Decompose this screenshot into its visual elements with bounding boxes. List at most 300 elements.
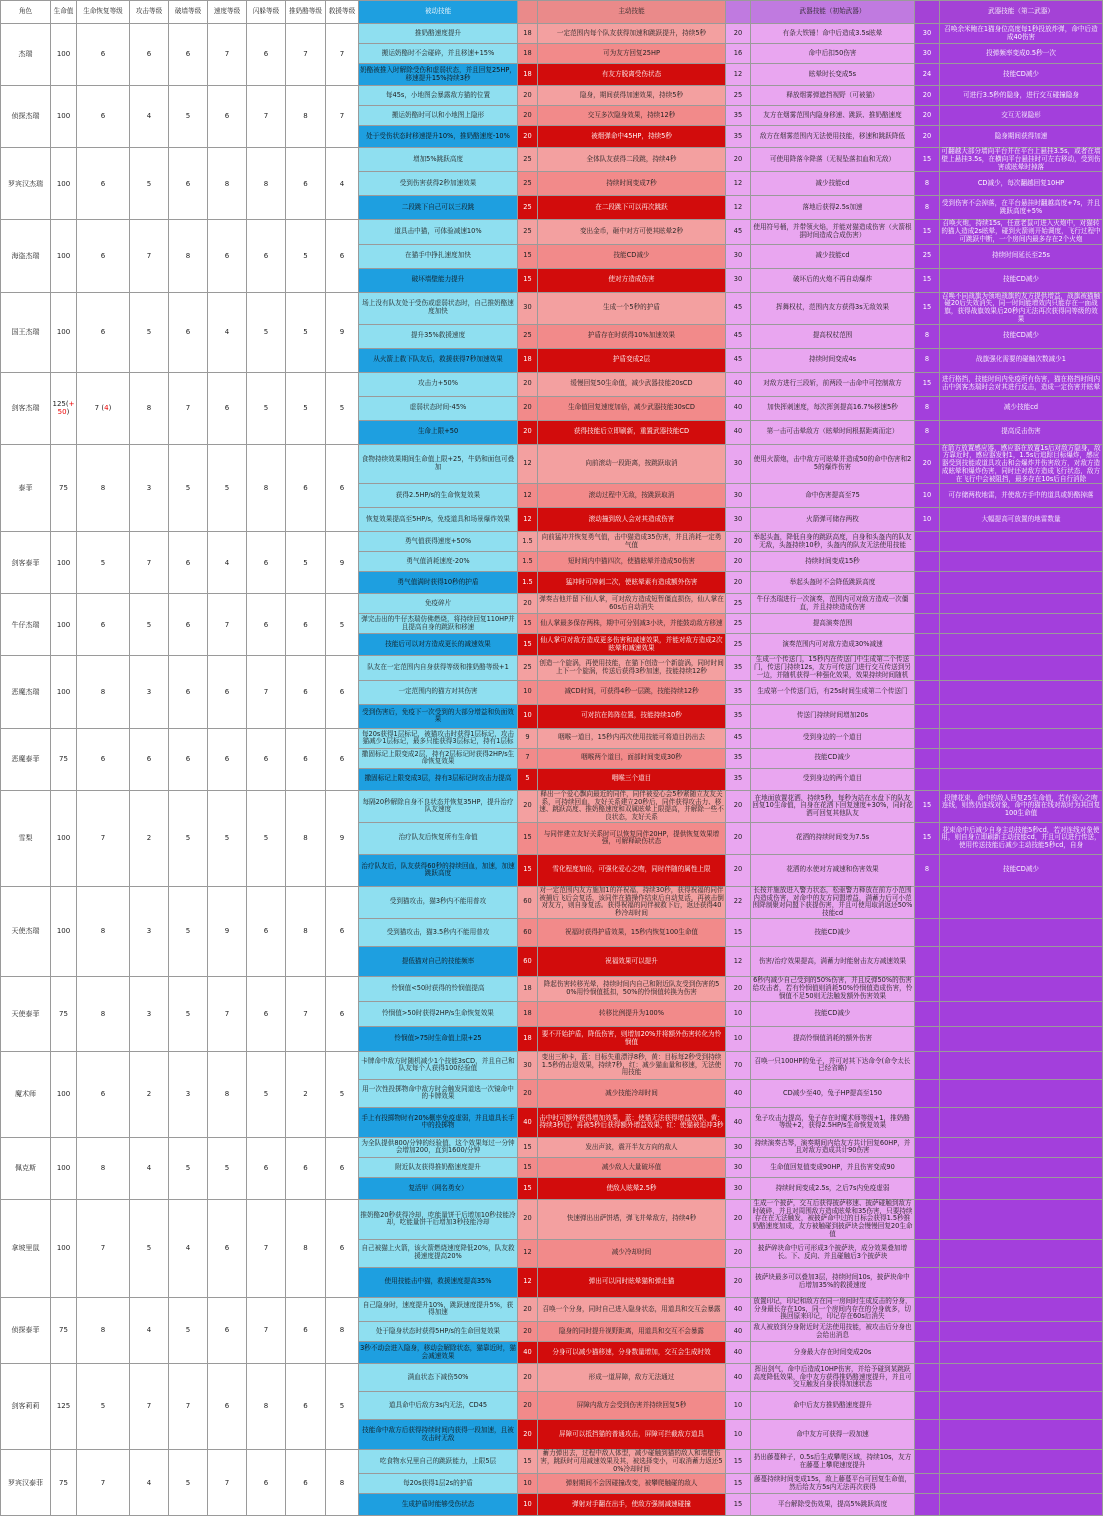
active-skill-cell: 雪化程度加倍，可强化爱心之吻，同时伴随的属性上限	[538, 854, 726, 886]
dodge-level-text: 6	[263, 251, 269, 260]
header-rescue: 救援等级	[326, 1, 359, 24]
wall-level-text: 5	[185, 112, 191, 121]
regen-level-text: 8	[100, 927, 106, 936]
passive-skill-cell: 每45s，小地图会暴露敌方猫的位置	[359, 86, 518, 106]
passive-skill-cell: 增加5%跳跃高度	[359, 148, 518, 172]
weapon2-level-cell: 20	[915, 444, 940, 484]
wall-level-text: 5	[185, 834, 191, 843]
passive-skill-cell: 奶酪被推入时解除受伤和虚弱状态，并且回复25HP，移速提升15%持续3秒	[359, 64, 518, 86]
wall-level	[169, 444, 208, 532]
active-level-cell: 20	[518, 1420, 538, 1450]
passive-skill-cell: 受到伤害获得2秒加速效果	[359, 172, 518, 196]
weapon1-skill-cell: 有条大铁锤！命中后造成3.5s眩晕	[751, 24, 915, 44]
speed-level-text: 6	[224, 251, 230, 260]
weapon2-skill-cell	[940, 728, 1103, 748]
weapon1-skill-cell: 召唤一只100HP的兔子，并可对其下达命令(命令太长已经省略)	[751, 1051, 915, 1079]
active-skill-cell: 屏障可以抵挡猫的普通攻击，屏障可拦截敌方道具	[538, 1420, 726, 1450]
speed-level	[208, 656, 247, 728]
speed-level	[208, 220, 247, 292]
passive-skill-cell: 怜悯值<50时获得的怜悯值提高	[359, 976, 518, 1001]
weapon2-level-cell	[915, 1392, 940, 1420]
weapon1-skill-cell: CD减少至40，兔子HP提高至150	[751, 1079, 915, 1107]
passive-skill-cell: 道具击中猫，可体验减速10%	[359, 220, 518, 244]
wall-level	[169, 1051, 208, 1137]
hp-value	[51, 444, 77, 532]
rescue-level	[326, 728, 359, 790]
dodge-level	[247, 444, 286, 532]
active-level-cell: 15	[518, 1157, 538, 1177]
active-skill-cell: 发出声波，震开半友方向的敌人	[538, 1137, 726, 1157]
active-skill-cell: 隐身的同时提升视野距离，用道具和交互不会暴露	[538, 1322, 726, 1342]
wall-level-text: 3	[185, 1090, 191, 1099]
active-level-cell: 20	[518, 1079, 538, 1107]
cheese-level-text: 5	[303, 328, 308, 336]
weapon1-skill-cell: 6秒内减少自己受到的50%伤害，并且反弹50%的伤害给攻击者，若有怜悯值则消耗50%怜悯值造成伤害，怜悯值不足50则无法触发额外伤害效果	[751, 976, 915, 1001]
weapon2-skill-cell	[940, 1474, 1103, 1494]
passive-skill-cell: 勇气值获得速度+50%	[359, 532, 518, 552]
cheese-level-text: 8	[303, 834, 308, 843]
wall-level-text: 8	[185, 251, 191, 260]
speed-level-text: 4	[224, 328, 230, 336]
passive-skill-cell: 生成护盾时能够受伤状态	[359, 1494, 518, 1516]
weapon2-level-cell	[915, 946, 940, 976]
attack-level	[130, 1297, 169, 1363]
table-row	[1, 444, 1103, 484]
weapon2-level-cell: 15	[915, 268, 940, 292]
weapon2-level-cell: 15	[915, 790, 940, 822]
weapon1-level-cell: 30	[726, 268, 751, 292]
weapon1-skill-cell: 兔子攻击力提高，兔子存在时魔术师等级+1，推奶酪等级+2，获得2.5HP/s生命恢复效果	[751, 1107, 915, 1137]
active-skill-cell: 减少冷却时间	[538, 1239, 726, 1267]
regen-level-text: 6	[100, 755, 106, 764]
weapon2-level-cell: 8	[915, 420, 940, 444]
weapon1-level-cell: 15	[726, 918, 751, 946]
table-row	[1, 1137, 1103, 1157]
hp-value-text: 75	[59, 483, 68, 492]
header-regen: 生命恢复等级	[77, 1, 130, 24]
hp-value-text: 100	[56, 834, 71, 843]
passive-skill-cell: 破坏墙壁能力提升	[359, 268, 518, 292]
character-name-text: 恶魔泰菲	[11, 755, 40, 764]
active-level-cell: 25	[518, 656, 538, 680]
weapon1-skill-cell: 伤害/治疗效果提高，满蓄力时能射击友方减速效果	[751, 946, 915, 976]
wall-level	[169, 656, 208, 728]
weapon1-level-cell: 25	[726, 614, 751, 634]
weapon2-skill-cell	[940, 1494, 1103, 1516]
rescue-level-text: 9	[339, 328, 345, 336]
active-level-cell: 20	[518, 1199, 538, 1239]
attack-level-text: 8	[146, 404, 152, 413]
header-speed: 速度等级	[208, 1, 247, 24]
weapon1-skill-cell: 命中伤害提高至75	[751, 484, 915, 508]
weapon1-level-cell: 20	[726, 532, 751, 552]
active-level-cell: 60	[518, 886, 538, 918]
weapon1-level-cell: 40	[726, 1297, 751, 1321]
regen-level-text: 8	[100, 1164, 106, 1173]
hp-value-text: 100	[56, 558, 71, 567]
attack-level-text: 5	[146, 179, 152, 188]
weapon2-level-cell	[915, 532, 940, 552]
header-weapon1-level	[726, 1, 751, 24]
wall-level-text: 7	[185, 404, 191, 413]
cheese-level-text: 5	[303, 404, 308, 413]
cheese-level-text: 6	[303, 483, 308, 492]
cheese-level	[286, 1199, 326, 1297]
cheese-level	[286, 790, 326, 886]
weapon2-skill-cell: 召唤余米鲍在1猫身位高度每1秒投放炸弹，命中后造成40伤害	[940, 24, 1103, 44]
passive-skill-cell: 推奶酪速度提升	[359, 24, 518, 44]
regen-level-text: 8	[100, 483, 106, 492]
weapon2-level-cell	[915, 552, 940, 572]
rescue-level-text: 6	[339, 755, 345, 764]
active-level-cell: 15	[518, 614, 538, 634]
dodge-level	[247, 1051, 286, 1137]
cheese-level	[286, 1450, 326, 1516]
attack-level	[130, 444, 169, 532]
active-skill-cell: 滚动过程中无敌，按跳跃取消	[538, 484, 726, 508]
character-name	[1, 292, 51, 372]
passive-skill-cell: 攻击力+50%	[359, 372, 518, 396]
header-hp: 生命值	[51, 1, 77, 24]
speed-level	[208, 728, 247, 790]
dodge-level-text: 7	[263, 688, 269, 696]
weapon1-skill-cell: 花洒的持续时间变为7.5s	[751, 822, 915, 854]
weapon1-level-cell: 16	[726, 44, 751, 64]
weapon1-skill-cell: 命中友方可获得一段加速	[751, 1420, 915, 1450]
character-name	[1, 1450, 51, 1516]
active-skill-cell: 交互多次隐身效果，持续12秒	[538, 106, 726, 126]
weapon1-skill-cell: 平台解除受伤效果，提高5%跳跃高度	[751, 1494, 915, 1516]
character-name-text: 侦探泰菲	[11, 1326, 40, 1335]
character-name	[1, 1297, 51, 1363]
active-skill-cell: 可为友方回复25HP	[538, 44, 726, 64]
weapon1-skill-cell: 加快挥刺速度，每次挥剑提高16.7%移速5秒	[751, 396, 915, 420]
weapon1-skill-cell: 分身最大存在时间变成20s	[751, 1342, 915, 1364]
weapon1-skill-cell: 长按并施放进入警力状态，松驱警力释放在前方小范围内造成伤害，对命中的友方同盟增益，满蓄力后可小范围降制聚对同盟下获提伤害，并且可使用取消返还50%技能cd	[751, 886, 915, 918]
character-name	[1, 148, 51, 220]
weapon2-skill-cell	[940, 1342, 1103, 1364]
passive-skill-cell: 技能后可以对方造成更长的减速效果	[359, 634, 518, 656]
hp-value-text: 100	[56, 927, 71, 936]
active-level-cell: 20	[518, 790, 538, 822]
passive-skill-cell: 弹完击出的牛仔杰瑞仿佛燃烧，将持续回复110HP并且提高自身的跳跃和移速	[359, 614, 518, 634]
active-level-cell: 12	[518, 444, 538, 484]
wall-level	[169, 594, 208, 656]
regen-level	[77, 24, 130, 86]
weapon2-level-cell: 10	[915, 508, 940, 532]
active-skill-cell: 咽喉一道目，15秒内再次使用技能可将道目扔出去	[538, 728, 726, 748]
speed-level-text: 6	[224, 1326, 230, 1335]
weapon1-skill-cell: 释放烟雾弹遮挡视野（可被猫）	[751, 86, 915, 106]
regen-level	[77, 444, 130, 532]
hp-value	[51, 728, 77, 790]
speed-level	[208, 532, 247, 594]
weapon1-skill-cell: 牛仔杰瑞进行一次演奏，范围内可对敌方造成一次僵直，并且持续造成伤害	[751, 594, 915, 614]
active-skill-cell: 弹奏吉他并留下仙人掌，可对敌方造成短暂僵直损伤，仙人掌在60s后自动消失	[538, 594, 726, 614]
weapon2-level-cell: 15	[915, 148, 940, 172]
table-row	[1, 220, 1103, 244]
attack-level	[130, 594, 169, 656]
weapon1-level-cell: 35	[726, 126, 751, 148]
weapon2-skill-cell	[940, 1177, 1103, 1199]
speed-level-text: 6	[224, 112, 230, 121]
weapon2-level-cell	[915, 886, 940, 918]
active-level-cell: 20	[518, 420, 538, 444]
weapon1-skill-cell: 友方在烟雾范围内隐身移速、跳跃、推奶酪速度	[751, 106, 915, 126]
weapon2-level-cell	[915, 1177, 940, 1199]
active-level-cell: 12	[518, 484, 538, 508]
passive-skill-cell: 队友在一定范围内自身获得等级和推奶酪等级+1	[359, 656, 518, 680]
weapon2-skill-cell	[940, 768, 1103, 790]
hp-value	[51, 292, 77, 372]
active-level-cell: 30	[518, 1051, 538, 1079]
weapon1-level-cell: 12	[726, 946, 751, 976]
wall-level-text: 6	[185, 328, 191, 336]
weapon1-level-cell: 20	[726, 24, 751, 44]
active-level-cell: 25	[518, 324, 538, 348]
hp-value-text: 100	[56, 1090, 71, 1099]
passive-skill-cell: 生命上限+50	[359, 420, 518, 444]
weapon1-level-cell: 45	[726, 220, 751, 244]
cheese-level-text: 6	[303, 179, 308, 188]
attack-level-text: 4	[146, 1326, 152, 1335]
regen-level	[77, 1051, 130, 1137]
weapon1-level-cell: 20	[726, 790, 751, 822]
passive-skill-cell: 怜悯值>75时生命值上限+25	[359, 1026, 518, 1051]
cheese-level-text: 5	[303, 251, 308, 260]
hp-value	[51, 1199, 77, 1297]
weapon1-level-cell: 35	[726, 704, 751, 728]
wall-level	[169, 86, 208, 148]
character-name-text: 恶魔杰瑞	[11, 688, 40, 696]
weapon1-skill-cell: 挥出剑气，命中后造成10HP伤害，并给予碰到某跳跃高度降低效果，命中友方获得推奶酪速度提升，并且可交互触发自身获得加速状态	[751, 1364, 915, 1392]
cheese-level	[286, 594, 326, 656]
weapon2-level-cell: 8	[915, 324, 940, 348]
cheese-level	[286, 1297, 326, 1363]
dodge-level-text: 8	[263, 179, 269, 188]
active-skill-cell: 缓慢回复50生命值，减少武器技能20sCD	[538, 372, 726, 396]
cheese-level-text: 7	[303, 1009, 308, 1018]
weapon2-level-cell	[915, 614, 940, 634]
passive-skill-cell: 食物持续效果期间生命值上限+25，牛奶和面包可叠加	[359, 444, 518, 484]
attack-level-text: 2	[146, 1090, 152, 1099]
wall-level-text: 6	[185, 50, 191, 59]
cheese-level-text: 6	[303, 755, 308, 764]
header-attack: 攻击等级	[130, 1, 169, 24]
speed-level-text: 6	[224, 1244, 230, 1253]
passive-skill-cell: 处于受伤状态时移速提升10%，推奶酪速度-10%	[359, 126, 518, 148]
passive-skill-cell: 受到伤害后，免疫下一次受到的大部分增益和负面效果	[359, 704, 518, 728]
weapon1-level-cell: 10	[726, 1001, 751, 1026]
weapon2-skill-cell: 召唤不同战旗为领地战旗的友方提供增益，战旗被猫触碰20后失效消失，同一时间能增效内只能存在一面战旗，获得战旗效果后20秒内无法再次获得同等级的效果	[940, 292, 1103, 324]
weapon2-skill-cell	[940, 748, 1103, 768]
rescue-level-text: 5	[339, 1090, 345, 1099]
weapon1-level-cell: 35	[726, 768, 751, 790]
weapon1-level-cell: 20	[726, 822, 751, 854]
hp-value-text: 125	[56, 1402, 71, 1411]
weapon2-skill-cell	[940, 614, 1103, 634]
wall-level	[169, 886, 208, 976]
weapon2-skill-cell	[940, 918, 1103, 946]
cheese-level-text: 6	[303, 620, 308, 629]
rescue-level	[326, 220, 359, 292]
character-name-text: 剑客杰瑞	[11, 404, 40, 413]
active-skill-cell: 咽喉三个道目	[538, 768, 726, 790]
weapon2-level-cell	[915, 1297, 940, 1321]
table-row	[1, 728, 1103, 748]
weapon1-level-cell: 25	[726, 634, 751, 656]
weapon2-level-cell	[915, 976, 940, 1001]
dodge-level	[247, 1450, 286, 1516]
cheese-level	[286, 220, 326, 292]
attack-level	[130, 1199, 169, 1297]
header-active-skill: 主动技能	[538, 1, 726, 24]
active-skill-cell: 要不开始护盾，降低伤害，则增加20%并将额外伤害转化为怜悯值	[538, 1026, 726, 1051]
weapon2-level-cell	[915, 1342, 940, 1364]
attack-level	[130, 790, 169, 886]
dodge-level-text: 6	[263, 1009, 269, 1018]
dodge-level-text: 6	[263, 620, 269, 629]
active-skill-cell: 释出一个爱心飘向最近的同伴，同伴被爱心会5秒紧随立友友关系，可持续回血，友好关系建立20秒后，同伴获得攻击力、移速、跳跃高度、推奶酪速度和双属眩晕上限提高，并解除一些不良状态，友好关系	[539, 789, 724, 822]
passive-skill-cell: 搬运奶酪时不会碰碎，并且移速+15%	[359, 44, 518, 64]
weapon2-level-cell: 8	[915, 348, 940, 372]
hp-value	[51, 886, 77, 976]
regen-level-text: 6	[100, 50, 106, 59]
active-skill-cell: 快速弹出出萨饼塔，弹飞并晕敌方，持续4秒	[538, 1199, 726, 1239]
rescue-level	[326, 790, 359, 886]
weapon1-skill-cell: 落地后获得2.5s加速	[751, 196, 915, 220]
passive-skill-cell: 3秒不动会进入隐身，移动会解除状态，猫靠近时，猫会减速效果	[359, 1342, 518, 1364]
weapon2-level-cell: 15	[915, 220, 940, 244]
regen-level	[77, 220, 130, 292]
active-skill-cell: 生成一个5秒的护盾	[538, 292, 726, 324]
active-level-cell: 12	[518, 1267, 538, 1297]
header-passive-skill: 被动技能	[359, 1, 518, 24]
weapon2-level-cell	[915, 572, 940, 594]
weapon2-skill-cell: 进行格挡，技能时间内免疫所有伤害，猫在格挡时间内击中剑客杰瑞时会对其进行反击，造成一定伤害并眩晕	[940, 372, 1103, 396]
table-row	[1, 1297, 1103, 1321]
cheese-level	[286, 86, 326, 148]
weapon2-level-cell	[915, 1450, 940, 1474]
weapon1-skill-cell: 持续时间变成4s	[751, 348, 915, 372]
speed-level	[208, 292, 247, 372]
dodge-level-text: 6	[263, 1164, 269, 1173]
attack-level-text: 3	[146, 483, 152, 492]
active-skill-cell: 生命值回复速度加倍，减少武器技能30sCD	[538, 396, 726, 420]
header-weapon2-skill: 武器技能（第二武器）	[940, 1, 1103, 24]
header-row	[1, 1, 1103, 24]
dodge-level-text: 8	[263, 1402, 269, 1411]
weapon2-skill-cell	[940, 1051, 1103, 1079]
speed-level-text: 5	[224, 1164, 230, 1173]
regen-level	[77, 886, 130, 976]
active-skill-cell: 护盾存在时获得10%加速效果	[538, 324, 726, 348]
wall-level-text: 5	[185, 1009, 191, 1018]
passive-skill-cell: 用一次性投掷物命中敌方时会触发同道选一次镜命中的卡牌效果	[359, 1079, 518, 1107]
active-skill-cell: 减少技能冷却时间	[538, 1079, 726, 1107]
weapon1-skill-cell: 敌方在烟雾范围内无法使用技能，移速和跳跃降低	[751, 126, 915, 148]
character-name	[1, 1137, 51, 1199]
character-name-text: 剑客泰菲	[11, 558, 40, 567]
active-level-cell: 12	[518, 1239, 538, 1267]
table-row	[1, 148, 1103, 172]
passive-skill-cell: 二段跳下自己可以三段跳	[359, 196, 518, 220]
weapon1-level-cell: 20	[726, 1199, 751, 1239]
weapon1-skill-cell: 演奏范围内可对敌方造成30%减速	[751, 634, 915, 656]
weapon1-level-cell: 20	[726, 572, 751, 594]
character-name	[1, 594, 51, 656]
active-skill-cell: 击中时可额外获得增加效果，蓝：使猫无法获得增益效果，黄：持续3秒后，再被5秒后获得额外增益效果，红：使猫被迫冲3秒	[538, 1107, 726, 1137]
weapon2-skill-cell: 减少技能cd	[940, 396, 1103, 420]
weapon1-level-cell: 40	[726, 372, 751, 396]
rescue-level-text: 5	[339, 1402, 345, 1411]
rescue-level-text: 7	[339, 112, 345, 121]
weapon1-skill-cell: 提高演奏范围	[751, 614, 915, 634]
weapon1-level-cell: 35	[726, 748, 751, 768]
active-skill-cell: 形成一道屏障，敌方无法通过	[538, 1364, 726, 1392]
dodge-level-text: 6	[263, 50, 269, 59]
speed-level	[208, 24, 247, 86]
weapon1-level-cell: 35	[726, 106, 751, 126]
attack-level-text: 3	[146, 927, 152, 936]
regen-level-text: 7	[94, 404, 100, 413]
cheese-level	[286, 1364, 326, 1450]
active-level-cell: 40	[518, 1342, 538, 1364]
active-level-cell: 20	[518, 396, 538, 420]
dodge-level	[247, 24, 286, 86]
weapon1-level-cell: 20	[726, 854, 751, 886]
weapon2-skill-cell	[940, 1267, 1103, 1297]
hp-value-text: 75	[59, 1326, 68, 1335]
speed-level-text: 6	[224, 755, 230, 764]
table-row	[1, 1199, 1103, 1239]
regen-level	[77, 790, 130, 886]
weapon2-level-cell	[915, 728, 940, 748]
character-name	[1, 220, 51, 292]
weapon1-level-cell: 20	[726, 976, 751, 1001]
weapon1-skill-cell: 技能CD减少	[751, 1001, 915, 1026]
cheese-level-text: 6	[303, 1402, 308, 1411]
active-skill-cell: 弹出可以同时眩晕猫和弹走猫	[538, 1267, 726, 1297]
weapon1-skill-cell: 持续时间变成15秒	[751, 552, 915, 572]
weapon1-skill-cell: 披萨碎块命中后可形成3个披萨块，成分效果叠加增长。下、反向、并且碰触后3个披萨块	[751, 1239, 915, 1267]
weapon1-skill-cell: 可使用降落伞降落（无视坠落扣血和无敌）	[751, 148, 915, 172]
speed-level	[208, 594, 247, 656]
regen-level	[77, 1297, 130, 1363]
weapon1-level-cell: 30	[726, 244, 751, 268]
weapon2-skill-cell	[940, 1322, 1103, 1342]
dodge-level	[247, 1199, 286, 1297]
cheese-level	[286, 656, 326, 728]
active-skill-cell: 创造一个旋涡，再使用技能，在猫下创造一个新旋涡，同时时间上下一个旋涡，传送后获得3秒加速，技能持续12秒	[538, 656, 726, 680]
regen-level-text: 6	[100, 1090, 106, 1099]
passive-skill-cell: 受到猫攻击，猫3.5秒内不能用普攻	[359, 918, 518, 946]
hp-value-text: 100	[56, 50, 71, 59]
hp-value-text: 100	[56, 179, 71, 188]
active-level-cell: 60	[518, 946, 538, 976]
regen-level	[77, 594, 130, 656]
speed-level-text: 5	[224, 834, 230, 843]
dodge-level	[247, 728, 286, 790]
weapon1-level-cell: 30	[726, 444, 751, 484]
weapon2-skill-cell: 交互无视隐形	[940, 106, 1103, 126]
passive-skill-cell: 提升35%救援速度	[359, 324, 518, 348]
weapon2-skill-cell: 技能CD减少	[940, 268, 1103, 292]
passive-skill-cell: 治疗队友后恢复所有生命值	[359, 822, 518, 854]
active-level-cell: 18	[518, 976, 538, 1001]
character-name	[1, 532, 51, 594]
dodge-level-text: 8	[263, 483, 269, 492]
